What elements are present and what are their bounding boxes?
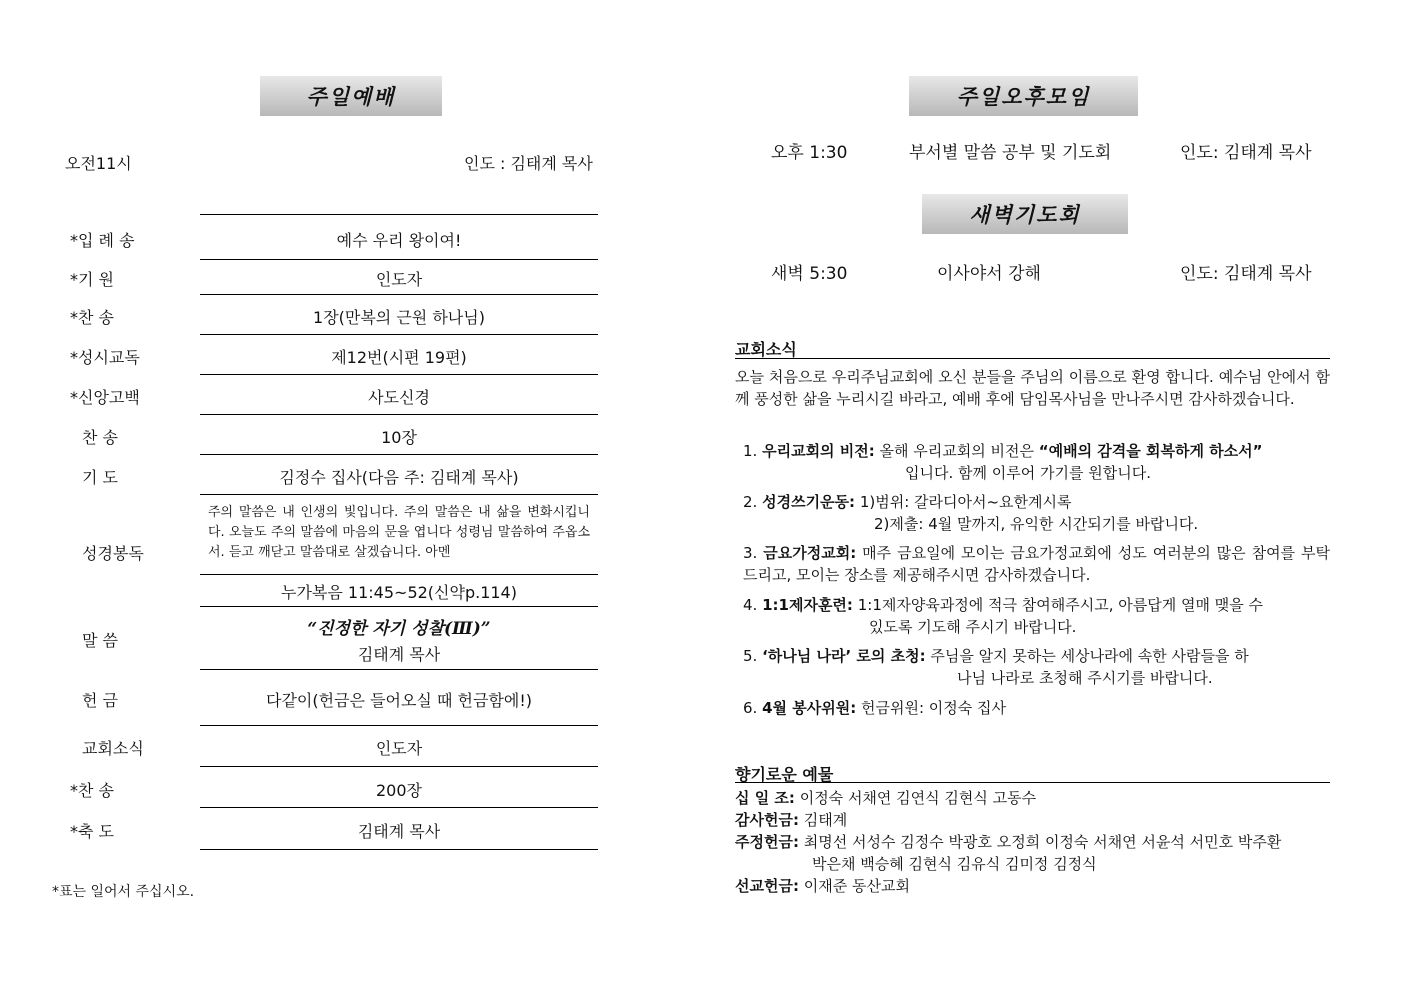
afternoon-desc: 부서별 말씀 공부 및 기도회 (909, 143, 1112, 163)
news-item-3 (743, 542, 1330, 586)
divider (200, 669, 598, 670)
news-divider (735, 358, 1330, 359)
row-label: 교회소식 (82, 739, 144, 758)
row-label: *축 도 (70, 822, 114, 841)
item-text: 헌금위원: 이정숙 집사 (860, 699, 1006, 717)
item-number: 2. (743, 493, 758, 511)
item-text: 올해 우리교회의 비전은 (879, 442, 1034, 460)
scripture-prayer: 주의 말씀은 내 인생의 빛입니다. 주의 말씀은 내 삶을 변화시킵니다. 오늘도 주의 말씀에 마음의 문을 엽니다 성령님 말씀하여 주옵소서. 듣고 깨닫고 말씀대로 살겠습니다. 아멘 (208, 505, 590, 560)
row-value: 김정수 집사(다음 주: 김태계 목사) (279, 468, 519, 487)
row-value: 10장 (381, 428, 417, 447)
row-label: *기 원 (70, 270, 114, 289)
divider (200, 334, 598, 335)
offering-row (735, 875, 910, 897)
offering-row (735, 831, 1281, 853)
row-label: 말 씀 (82, 631, 118, 650)
dawn-leader: 인도: 김태계 목사 (1180, 264, 1312, 284)
divider (200, 849, 598, 850)
divider (200, 725, 598, 726)
offering-row (735, 809, 847, 831)
item-label: 4월 봉사위원: (762, 699, 857, 717)
row-value: 인도자 (375, 739, 423, 758)
row-value: 1장(만복의 근원 하나님) (313, 308, 485, 327)
offering-row (735, 787, 1036, 809)
item-label: 1:1제자훈련: (762, 596, 853, 614)
news-item-5-cont: 나님 나라로 초청해 주시기를 바랍니다. (957, 669, 1213, 687)
worship-title-text: 주일예배 (306, 84, 396, 109)
afternoon-leader: 인도: 김태계 목사 (1180, 143, 1312, 163)
offerings-divider (735, 782, 1330, 783)
offering-names: 김태계 (803, 811, 848, 829)
dawn-title-text: 새벽기도회 (969, 202, 1081, 227)
afternoon-title-text: 주일오후모임 (956, 84, 1091, 109)
news-item-2 (743, 491, 1072, 513)
news-intro: 오늘 처음으로 우리주님교회에 오신 분들을 주님의 이름으로 환영 합니다. 예수님 안에서 함께 풍성한 삶을 누리시길 바라고, 예배 후에 담임목사님을 만나주시면 감사하겠습니다. (735, 368, 1330, 408)
row-label: *신앙고백 (70, 388, 140, 407)
row-value: 200장 (376, 781, 422, 800)
divider (200, 294, 598, 295)
row-label: 찬 송 (82, 428, 118, 447)
worship-time: 오전11시 (65, 154, 132, 173)
news-heading: 교회소식 (735, 340, 797, 359)
item-label: 성경쓰기운동: (762, 493, 856, 511)
divider (200, 454, 598, 455)
divider (200, 494, 598, 495)
row-label: *찬 송 (70, 308, 114, 327)
item-label: 금요가정교회: (763, 544, 857, 562)
row-label: 성경봉독 (82, 544, 144, 563)
news-item-6 (743, 697, 1006, 719)
divider (200, 766, 598, 767)
sermon-preacher: 김태계 목사 (357, 645, 441, 664)
row-label: 기 도 (82, 468, 118, 487)
news-item-4-cont: 있도록 기도해 주시기 바랍니다. (869, 618, 1077, 636)
sermon-title: “진정한 자기 성찰(Ⅲ)” (307, 619, 491, 639)
item-emphasis: “예배의 감격을 회복하게 하소서” (1038, 442, 1263, 460)
divider (200, 574, 598, 575)
row-value: 제12번(시편 19편) (331, 348, 467, 367)
dawn-time: 새벽 5:30 (771, 264, 848, 284)
news-item-2-cont: 2)제출: 4월 말까지, 유익한 시간되기를 바랍니다. (874, 515, 1199, 533)
offering-label: 십 일 조: (735, 789, 795, 807)
item-text: 1)범위: 갈라디아서~요한계시록 (859, 493, 1072, 511)
divider (200, 214, 598, 215)
row-value: 사도신경 (368, 388, 430, 407)
divider (200, 414, 598, 415)
news-item-1-cont: 입니다. 함께 이루어 가기를 원합니다. (905, 464, 1151, 482)
offerings-heading: 향기로운 예물 (735, 765, 834, 784)
footnote: *표는 일어서 주십시오. (52, 884, 195, 900)
item-number: 3. (743, 544, 758, 562)
item-number: 5. (743, 647, 758, 665)
afternoon-title (909, 76, 1138, 116)
item-number: 1. (743, 442, 758, 460)
divider (200, 606, 598, 607)
item-label: ‘하나님 나라’ 로의 초청: (762, 647, 926, 665)
dawn-desc: 이사야서 강해 (937, 264, 1041, 284)
row-label: *성시교독 (70, 348, 140, 367)
item-number: 4. (743, 596, 758, 614)
item-text: 매주 금요일에 모이는 금요가정교회에 성도 여러분의 많은 참여를 부탁드리고, 모이는 장소를 제공해주시면 감사하겠습니다. (743, 544, 1330, 584)
row-label: 헌 금 (82, 691, 118, 710)
worship-title (260, 76, 442, 116)
row-value: 김태계 목사 (357, 822, 441, 841)
row-value: 인도자 (375, 270, 423, 289)
offering-names: 이재준 동산교회 (803, 877, 910, 895)
divider (200, 259, 598, 260)
offering-names: 최명선 서성수 김정수 박광호 오정희 이정숙 서채연 서윤석 서민호 박주환 (803, 833, 1282, 851)
news-item-1 (743, 440, 1330, 462)
dawn-title (922, 194, 1128, 234)
divider (200, 807, 598, 808)
worship-leader: 인도 : 김태계 목사 (464, 154, 593, 173)
offering-label: 선교헌금: (735, 877, 799, 895)
row-value: 다같이(헌금은 들어오실 때 헌금함에!) (266, 691, 532, 710)
offering-names: 이정숙 서채연 김연식 김현식 고동수 (799, 789, 1037, 807)
item-text: 1:1제자양육과정에 적극 참여해주시고, 아름답게 열매 맺을 수 (857, 596, 1263, 614)
news-item-5 (743, 645, 1330, 667)
news-item-4 (743, 594, 1330, 616)
item-text: 주님을 알지 못하는 세상나라에 속한 사람들을 하 (930, 647, 1249, 665)
item-label: 우리교회의 비전: (762, 442, 875, 460)
scripture-reference: 누가복음 11:45~52(신약p.114) (281, 583, 517, 602)
row-label: *입 례 송 (70, 231, 135, 250)
divider (200, 374, 598, 375)
row-value: 예수 우리 왕이여! (336, 231, 462, 250)
offering-label: 감사헌금: (735, 811, 799, 829)
offering-label: 주정헌금: (735, 833, 799, 851)
afternoon-time: 오후 1:30 (771, 143, 848, 163)
row-label: *찬 송 (70, 781, 114, 800)
offering-names-cont: 박은채 백승혜 김현식 김유식 김미정 김정식 (812, 855, 1097, 873)
item-number: 6. (743, 699, 758, 717)
